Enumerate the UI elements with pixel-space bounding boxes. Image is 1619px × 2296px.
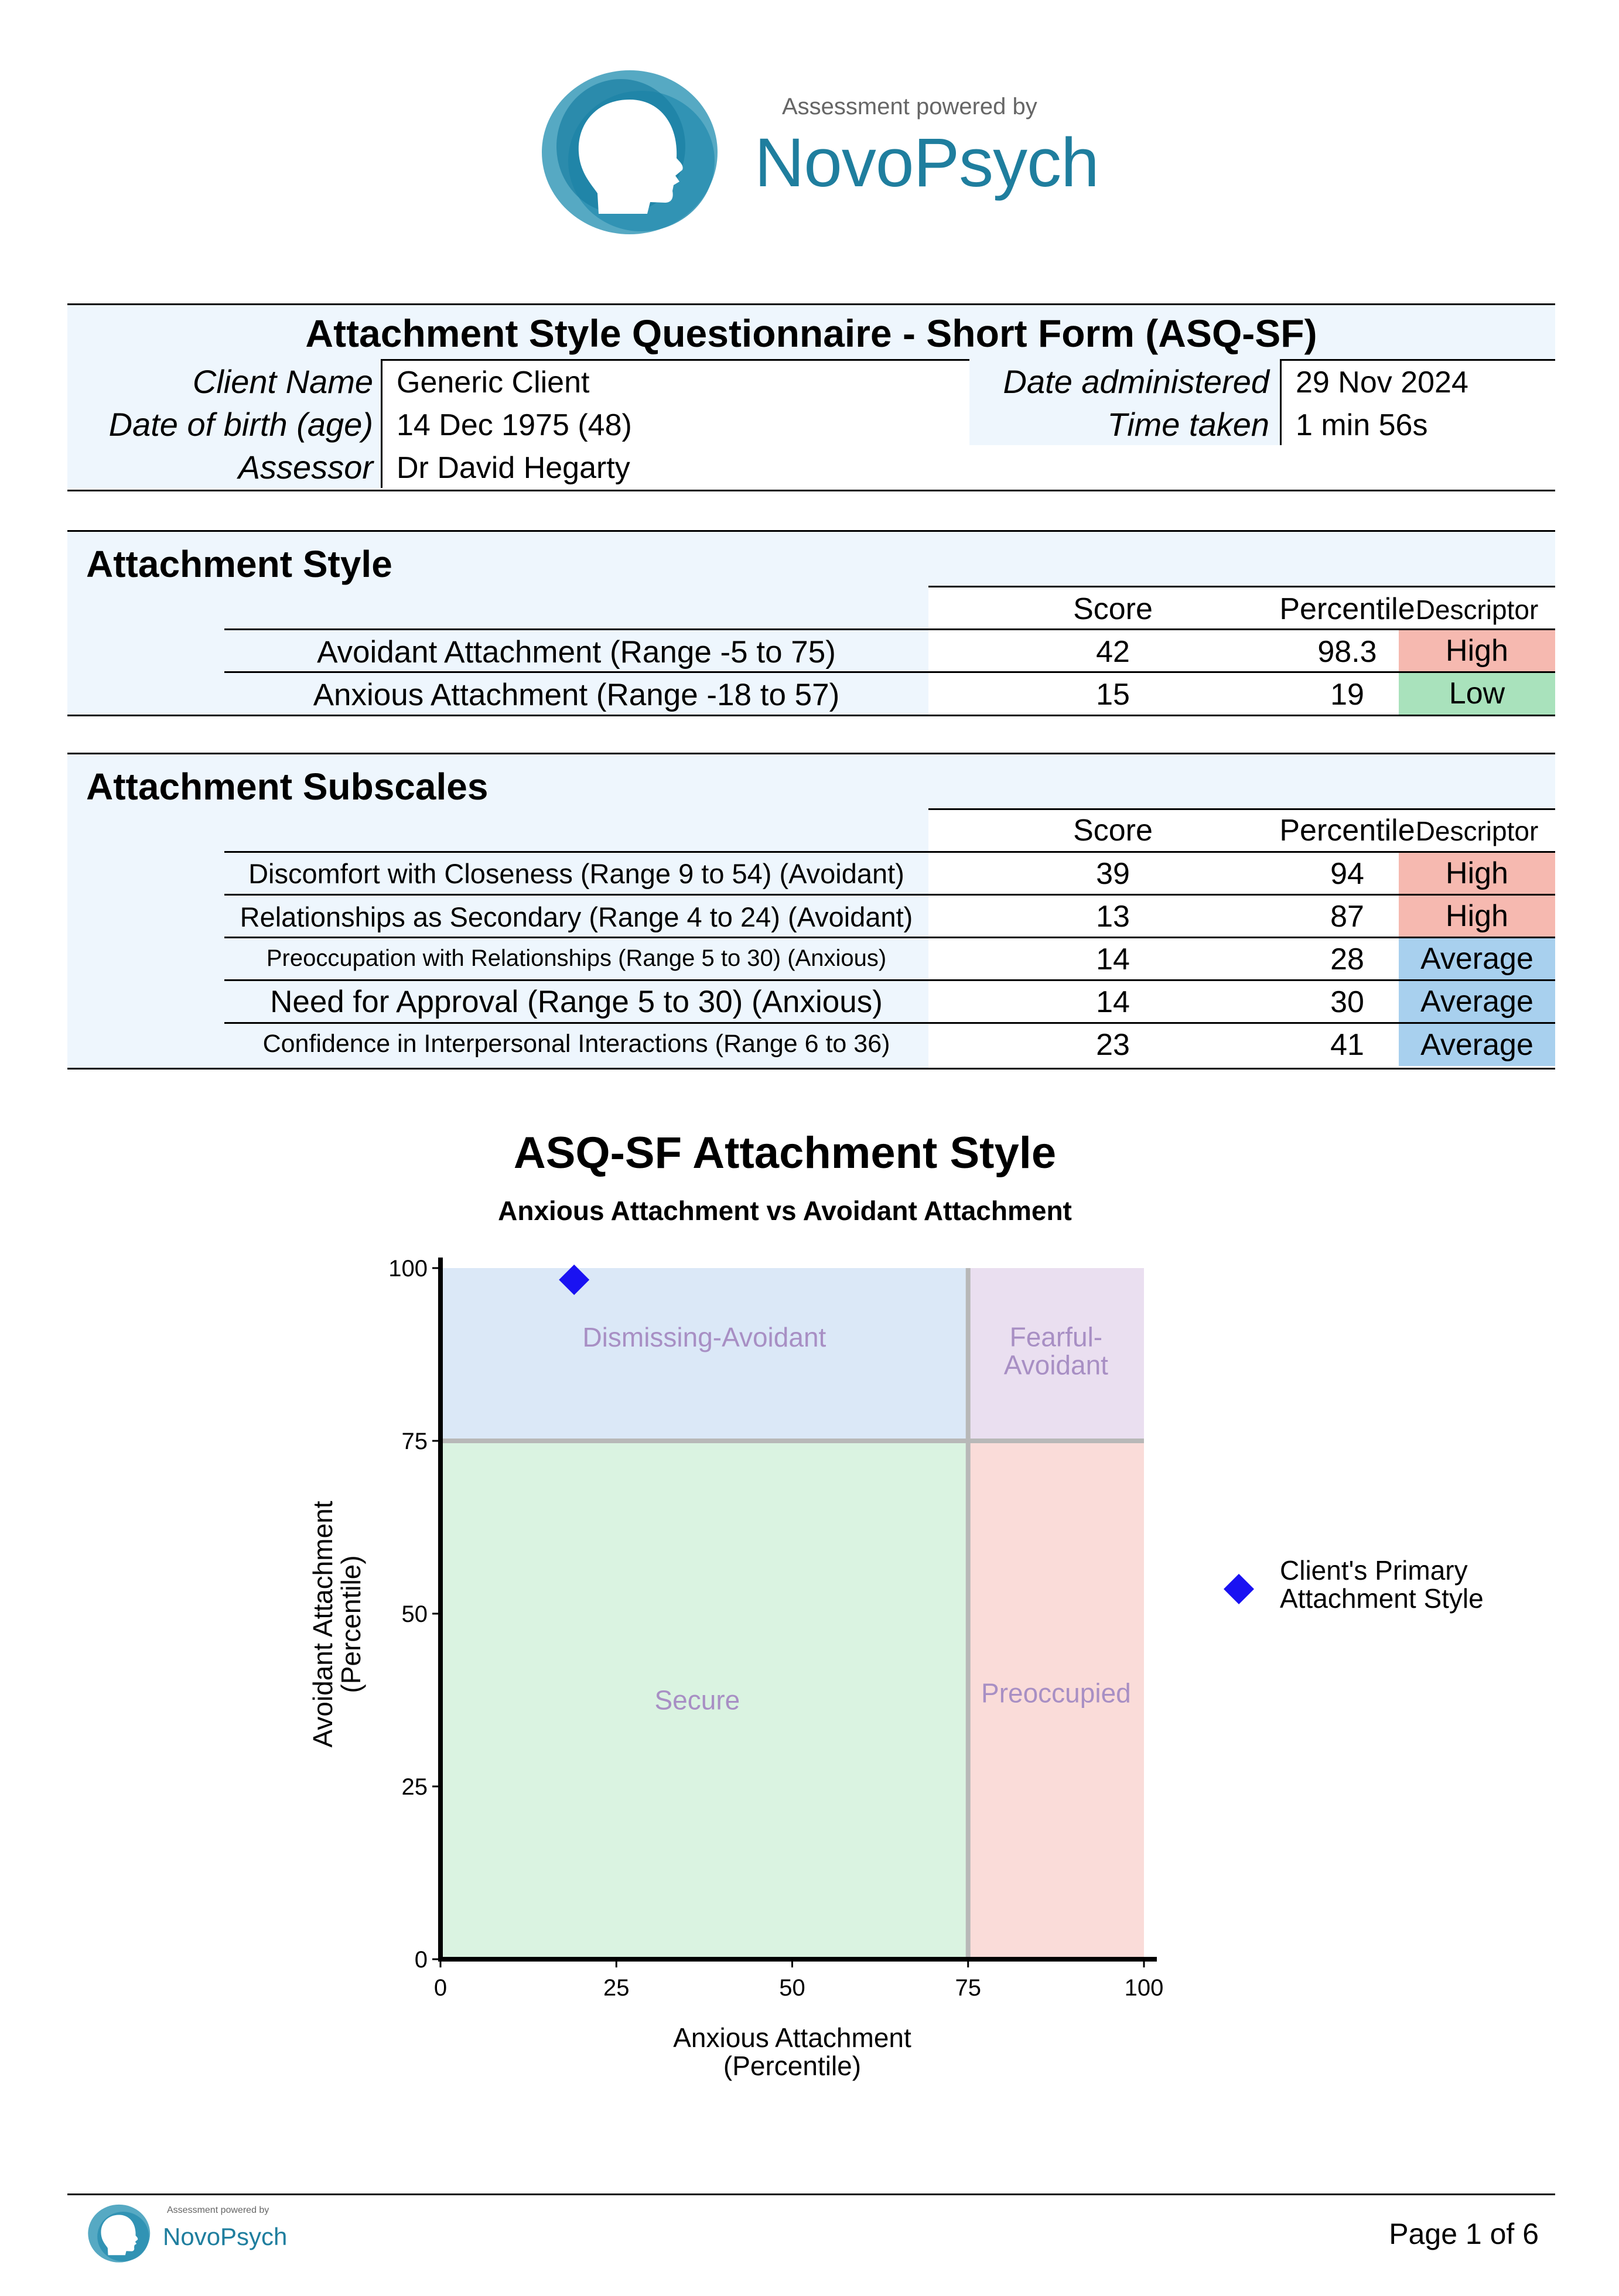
region-dismissing-avoidant [440, 1268, 968, 1441]
attachment-subscales-title: Attachment Subscales [86, 766, 489, 808]
subscale-descriptor-discomfort: High [1399, 853, 1555, 894]
avoidant-attachment-label: Avoidant Attachment (Range -5 to 75) [317, 635, 836, 669]
subscale-label-confidence: Confidence in Interpersonal Interactions (Range 6 to 36) [262, 1030, 890, 1058]
anxious-score: 15 [1096, 678, 1130, 712]
anxious-attachment-label: Anxious Attachment (Range -18 to 57) [313, 678, 840, 712]
client-name-label: Client Name [192, 363, 373, 400]
y-tick-label-75: 75 [401, 1429, 428, 1454]
y-axis-label: Avoidant Attachment(Percentile) [308, 1501, 366, 1748]
y-tick-label-100: 100 [388, 1256, 428, 1282]
subscale-percentile-relationships: 87 [1330, 900, 1364, 934]
subscale-score-column-header: Score [1073, 814, 1153, 848]
x-tick-label-0: 0 [433, 1975, 448, 2001]
subscale-percentile-need-approval: 30 [1330, 985, 1364, 1019]
subscale-descriptor-confidence: Average [1399, 1024, 1555, 1066]
avoidant-percentile: 98.3 [1317, 635, 1377, 669]
legend-label: Client's Primary Attachment Style [1280, 1555, 1484, 1614]
subscale-descriptor-preoccupation: Average [1399, 938, 1555, 979]
subscale-descriptor-need-approval: Average [1399, 981, 1555, 1022]
region-label-dismissing-avoidant: Dismissing-Avoidant [582, 1322, 826, 1352]
footer-logo [85, 2202, 308, 2267]
subscale-percentile-discomfort: 94 [1330, 857, 1364, 891]
descriptor-column-header: Descriptor [1415, 594, 1539, 625]
footer-powered-by: Assessment powered by [167, 2205, 269, 2215]
region-label-preoccupied: Preoccupied [981, 1677, 1131, 1709]
subscale-descriptor-relationships: High [1399, 896, 1555, 937]
region-label-secure: Secure [654, 1685, 740, 1716]
subscale-descriptor-column-header: Descriptor [1415, 816, 1539, 846]
anxious-descriptor-badge: Low [1399, 673, 1555, 715]
brand-name: NovoPsych [754, 124, 1099, 201]
x-tick-label-50: 50 [779, 1975, 805, 2001]
legend-marker [1224, 1574, 1254, 1604]
powered-by-text: Assessment powered by [782, 94, 1037, 119]
avoidant-descriptor-badge: High [1399, 630, 1555, 671]
dob-label: Date of birth (age) [108, 406, 373, 443]
avoidant-score: 42 [1096, 635, 1130, 669]
footer-divider [67, 2194, 1555, 2195]
client-name-value: Generic Client [397, 365, 590, 399]
x-axis-label: Anxious Attachment (Percentile) [673, 2022, 911, 2081]
subscale-score-discomfort: 39 [1096, 857, 1130, 891]
subscale-percentile-preoccupation: 28 [1330, 942, 1364, 976]
y-tick-label-50: 50 [401, 1601, 428, 1627]
subscale-score-preoccupation: 14 [1096, 942, 1130, 976]
subscale-label-need-approval: Need for Approval (Range 5 to 30) (Anxious) [270, 985, 883, 1019]
date-administered-label: Date administered [1003, 363, 1269, 400]
footer-brand: NovoPsych [163, 2223, 288, 2250]
region-label-fearful-avoidant: Fearful-Avoidant [1003, 1321, 1108, 1381]
x-tick-label-100: 100 [1124, 1975, 1164, 2001]
subscale-label-relationships: Relationships as Secondary (Range 4 to 24) (Avoidant) [240, 901, 913, 932]
subscale-percentile-confidence: 41 [1330, 1028, 1364, 1062]
date-administered-value: 29 Nov 2024 [1296, 365, 1468, 399]
assessor-label: Assessor [238, 449, 373, 486]
chart-subtitle: Anxious Attachment vs Avoidant Attachment [498, 1195, 1072, 1226]
time-taken-label: Time taken [1107, 406, 1269, 443]
subscale-score-need-approval: 14 [1096, 985, 1130, 1019]
page-number: Page 1 of 6 [1389, 2218, 1539, 2250]
percentile-column-header: Percentile [1279, 592, 1415, 626]
time-taken-value: 1 min 56s [1296, 408, 1428, 442]
x-tick-label-25: 25 [603, 1975, 630, 2001]
footer-head-logo-icon [85, 2202, 155, 2267]
subscale-percentile-column-header: Percentile [1279, 814, 1415, 848]
attachment-style-title: Attachment Style [86, 543, 392, 585]
score-column-header: Score [1073, 592, 1153, 626]
subscale-label-discomfort: Discomfort with Closeness (Range 9 to 54) (Avoidant) [248, 858, 904, 889]
anxious-percentile: 19 [1330, 678, 1364, 712]
y-tick-label-25: 25 [401, 1774, 428, 1800]
assessor-value: Dr David Hegarty [397, 451, 630, 485]
y-tick-label-0: 0 [414, 1947, 428, 1973]
subscale-score-relationships: 13 [1096, 900, 1130, 934]
x-tick-label-75: 75 [955, 1975, 981, 2001]
chart-title: ASQ-SF Attachment Style [513, 1128, 1057, 1178]
dob-value: 14 Dec 1975 (48) [397, 408, 632, 442]
subscale-score-confidence: 23 [1096, 1028, 1130, 1062]
questionnaire-title: Attachment Style Questionnaire - Short Form (ASQ-SF) [305, 312, 1317, 355]
subscale-label-preoccupation: Preoccupation with Relationships (Range 5 to 30) (Anxious) [266, 945, 887, 971]
